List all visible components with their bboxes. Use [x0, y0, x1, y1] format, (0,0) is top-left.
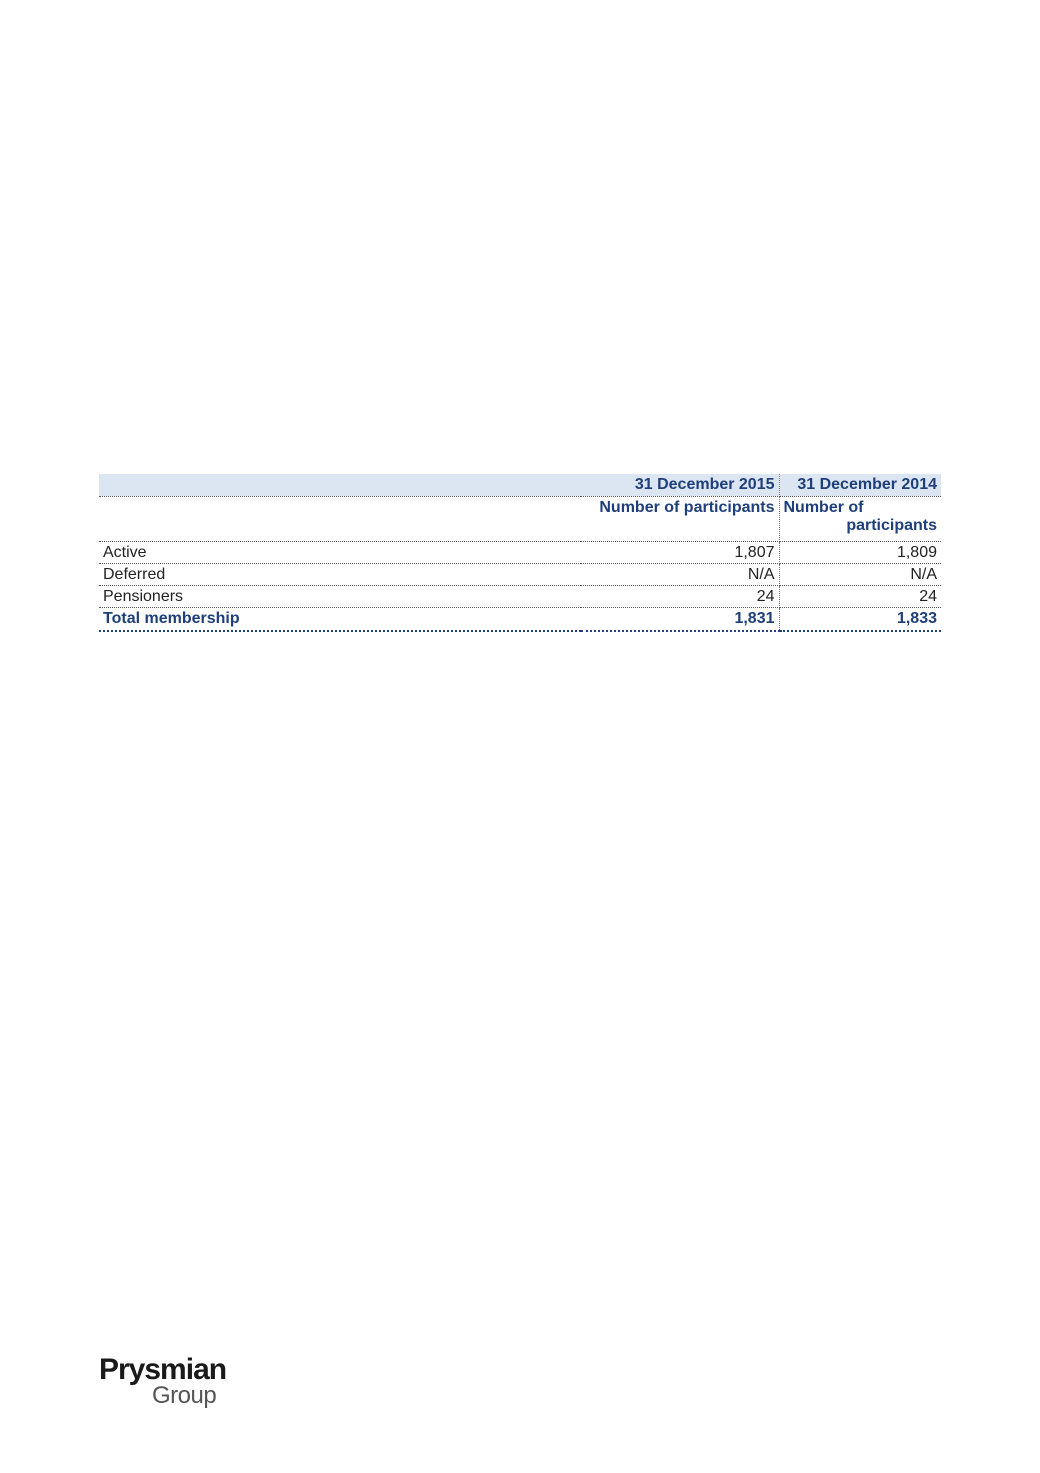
total-value-2014: 1,833: [779, 608, 941, 632]
row-label: Active: [99, 542, 581, 564]
row-value-2014: N/A: [779, 564, 941, 586]
row-value-2015: 1,807: [581, 542, 779, 564]
logo-sub-text: Group: [152, 1382, 217, 1409]
total-label: Total membership: [99, 608, 581, 632]
table-row: [99, 542, 941, 564]
column-header-2014-left: Number of: [783, 499, 864, 516]
column-header-row: [99, 497, 941, 542]
row-value-2014: 1,809: [779, 542, 941, 564]
row-label: Deferred: [99, 564, 581, 586]
total-row: [99, 608, 941, 632]
prysmian-group-logo: [99, 1355, 239, 1415]
row-value-2014: 24: [779, 586, 941, 608]
table-row: [99, 564, 941, 586]
column-header-2014-right: participants: [846, 517, 937, 534]
logo-brand-text: Prysmian: [99, 1353, 227, 1386]
total-value-2015: 1,831: [581, 608, 779, 632]
table-row: [99, 586, 941, 608]
header-date-2014: 31 December 2014: [779, 474, 941, 497]
date-header-row: [99, 474, 941, 497]
row-label: Pensioners: [99, 586, 581, 608]
column-header-2015: Number of participants: [581, 497, 779, 542]
header-blank-cell: [99, 474, 581, 497]
column-header-blank: [99, 497, 581, 542]
row-value-2015: 24: [581, 586, 779, 608]
membership-table: [99, 474, 941, 632]
header-date-2015: 31 December 2015: [581, 474, 779, 497]
row-value-2015: N/A: [581, 564, 779, 586]
column-header-2014: [779, 497, 941, 542]
